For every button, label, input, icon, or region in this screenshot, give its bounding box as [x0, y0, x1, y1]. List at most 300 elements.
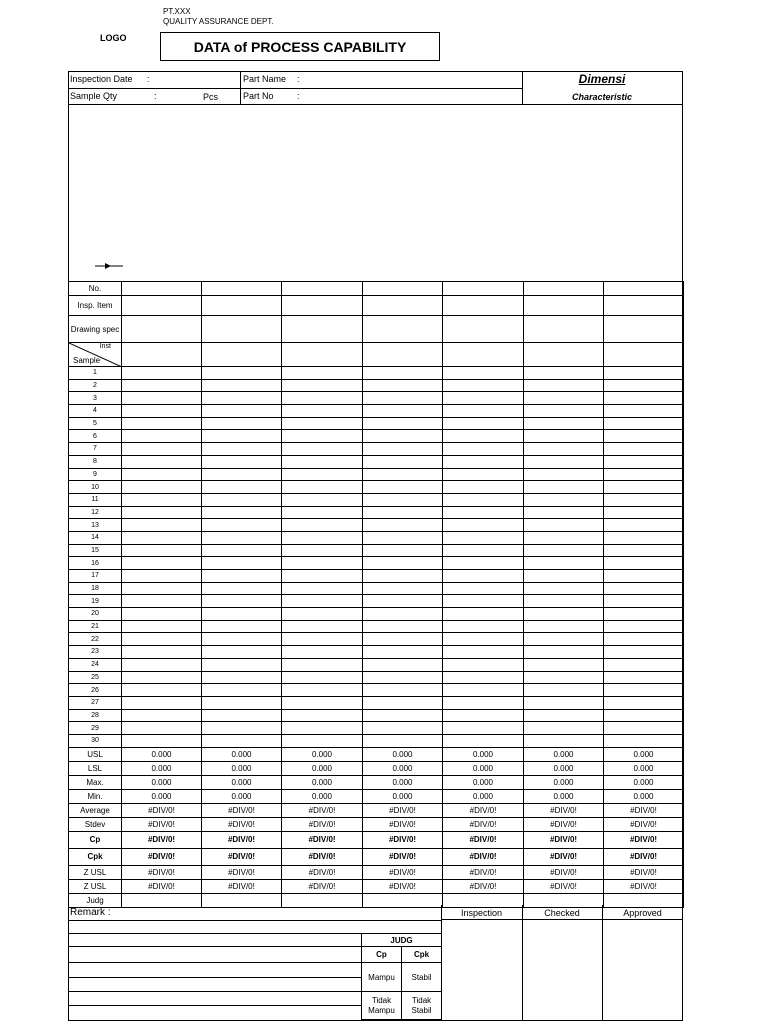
data-cell[interactable] [282, 296, 363, 316]
colon: : [297, 74, 300, 84]
data-cell[interactable] [524, 722, 604, 735]
data-cell[interactable] [604, 343, 684, 367]
data-cell[interactable] [524, 595, 604, 608]
data-cell[interactable] [202, 417, 282, 430]
sample-number: 16 [69, 557, 122, 570]
data-cell[interactable] [524, 608, 604, 621]
stat-value: 0.000 [122, 789, 202, 803]
data-cell[interactable] [604, 684, 684, 697]
data-cell[interactable] [122, 633, 202, 646]
data-cell[interactable] [282, 531, 363, 544]
data-cell[interactable] [202, 519, 282, 532]
data-cell[interactable] [282, 506, 363, 519]
table-row [69, 481, 684, 494]
data-cell[interactable] [122, 557, 202, 570]
data-cell[interactable] [604, 722, 684, 735]
judg-cpk-header: Cpk [402, 947, 442, 963]
approval-divider [522, 905, 523, 1021]
judg-stabil: Stabil [402, 963, 442, 992]
data-cell[interactable] [443, 468, 524, 481]
stat-label: Max. [69, 775, 122, 789]
data-cell[interactable] [122, 595, 202, 608]
data-cell[interactable] [443, 595, 524, 608]
data-cell[interactable] [122, 392, 202, 405]
data-cell[interactable] [524, 405, 604, 418]
data-cell[interactable] [282, 608, 363, 621]
data-cell[interactable] [604, 658, 684, 671]
stat-value: #DIV/0! [122, 803, 202, 817]
data-cell[interactable] [443, 519, 524, 532]
data-cell[interactable] [363, 608, 443, 621]
data-cell[interactable] [363, 493, 443, 506]
stat-value: #DIV/0! [363, 817, 443, 831]
data-cell[interactable] [524, 684, 604, 697]
data-cell[interactable] [604, 430, 684, 443]
data-cell[interactable] [202, 343, 282, 367]
data-cell[interactable] [443, 734, 524, 747]
stat-value: 0.000 [363, 775, 443, 789]
stat-value: #DIV/0! [282, 803, 363, 817]
data-cell[interactable] [524, 570, 604, 583]
data-cell[interactable] [282, 282, 363, 296]
data-cell[interactable] [122, 620, 202, 633]
table-row [69, 608, 684, 621]
sample-number: 10 [69, 481, 122, 494]
data-cell[interactable] [604, 481, 684, 494]
data-cell[interactable] [122, 531, 202, 544]
data-cell[interactable] [604, 544, 684, 557]
data-cell[interactable] [122, 684, 202, 697]
sample-qty-label: Sample Qty [70, 91, 118, 101]
data-cell[interactable] [443, 493, 524, 506]
data-cell[interactable] [202, 709, 282, 722]
data-cell[interactable] [443, 405, 524, 418]
data-cell[interactable] [443, 343, 524, 367]
data-cell[interactable] [524, 455, 604, 468]
data-cell[interactable] [122, 570, 202, 583]
stat-value: 0.000 [122, 747, 202, 761]
data-cell[interactable] [202, 570, 282, 583]
data-cell[interactable] [122, 481, 202, 494]
data-cell[interactable] [524, 468, 604, 481]
data-cell[interactable] [443, 684, 524, 697]
data-cell[interactable] [363, 282, 443, 296]
data-cell[interactable] [363, 430, 443, 443]
data-cell[interactable] [282, 582, 363, 595]
data-cell[interactable] [524, 671, 604, 684]
data-cell[interactable] [604, 734, 684, 747]
sample-number: 20 [69, 608, 122, 621]
data-cell[interactable] [524, 658, 604, 671]
data-cell[interactable] [282, 481, 363, 494]
data-cell[interactable] [363, 519, 443, 532]
data-cell[interactable] [604, 620, 684, 633]
data-cell[interactable] [524, 696, 604, 709]
stat-value: 0.000 [524, 775, 604, 789]
sample-number: 29 [69, 722, 122, 735]
company-header [163, 7, 274, 27]
data-cell[interactable] [282, 671, 363, 684]
data-cell[interactable] [524, 392, 604, 405]
company-name: PT.XXX [163, 7, 191, 16]
data-cell[interactable] [122, 493, 202, 506]
data-cell[interactable] [604, 282, 684, 296]
data-cell[interactable] [282, 595, 363, 608]
table-row [69, 658, 684, 671]
data-cell[interactable] [604, 646, 684, 659]
data-cell[interactable] [122, 316, 202, 343]
data-cell[interactable] [202, 722, 282, 735]
data-cell[interactable] [524, 443, 604, 456]
data-cell[interactable] [363, 582, 443, 595]
data-cell[interactable] [363, 646, 443, 659]
table-row [69, 761, 684, 775]
data-cell[interactable] [122, 608, 202, 621]
data-cell[interactable] [202, 405, 282, 418]
data-cell[interactable] [363, 443, 443, 456]
data-cell[interactable] [443, 531, 524, 544]
data-cell[interactable] [202, 316, 282, 343]
data-cell[interactable] [524, 367, 604, 380]
data-cell[interactable] [122, 443, 202, 456]
data-cell[interactable] [524, 481, 604, 494]
judg-cp-header: Cp [362, 947, 402, 963]
data-cell[interactable] [282, 734, 363, 747]
arrow-icon [95, 257, 125, 265]
data-cell[interactable] [604, 519, 684, 532]
data-cell[interactable] [443, 430, 524, 443]
data-cell[interactable] [524, 544, 604, 557]
data-cell[interactable] [363, 392, 443, 405]
stat-value: #DIV/0! [282, 879, 363, 893]
dimensi-label: Dimensi [578, 72, 626, 86]
data-cell[interactable] [202, 443, 282, 456]
data-cell[interactable] [363, 709, 443, 722]
data-cell[interactable] [604, 405, 684, 418]
data-cell[interactable] [202, 392, 282, 405]
data-cell[interactable] [202, 620, 282, 633]
data-cell[interactable] [122, 734, 202, 747]
data-cell[interactable] [443, 620, 524, 633]
data-cell[interactable] [202, 684, 282, 697]
data-cell[interactable] [604, 443, 684, 456]
data-cell[interactable] [202, 658, 282, 671]
stat-value: #DIV/0! [202, 803, 282, 817]
data-cell[interactable] [604, 379, 684, 392]
data-cell[interactable] [122, 696, 202, 709]
data-cell[interactable] [282, 696, 363, 709]
data-cell[interactable] [202, 544, 282, 557]
inspection-label: Inspection [460, 908, 503, 918]
data-cell[interactable] [122, 343, 202, 367]
info-divider [68, 88, 522, 89]
data-cell[interactable] [282, 455, 363, 468]
stat-value [282, 893, 363, 907]
data-cell[interactable] [363, 468, 443, 481]
data-cell[interactable] [363, 620, 443, 633]
table-row [69, 865, 684, 879]
data-cell[interactable] [122, 506, 202, 519]
data-cell[interactable] [604, 506, 684, 519]
stat-value: 0.000 [443, 789, 524, 803]
data-cell[interactable] [122, 468, 202, 481]
data-cell[interactable] [122, 709, 202, 722]
data-cell[interactable] [282, 557, 363, 570]
data-cell[interactable] [604, 493, 684, 506]
table-row [69, 468, 684, 481]
judg-mampu: Mampu [362, 963, 402, 992]
data-cell[interactable] [363, 343, 443, 367]
stat-label: Average [69, 803, 122, 817]
data-cell[interactable] [443, 658, 524, 671]
data-cell[interactable] [443, 296, 524, 316]
data-cell[interactable] [122, 430, 202, 443]
sample-number: 15 [69, 544, 122, 557]
data-cell[interactable] [363, 405, 443, 418]
data-cell[interactable] [443, 455, 524, 468]
stat-value: #DIV/0! [524, 817, 604, 831]
data-cell[interactable] [202, 646, 282, 659]
data-cell[interactable] [122, 296, 202, 316]
data-cell[interactable] [524, 316, 604, 343]
data-cell[interactable] [604, 468, 684, 481]
data-cell[interactable] [443, 582, 524, 595]
data-cell[interactable] [122, 519, 202, 532]
data-cell[interactable] [604, 633, 684, 646]
drawing-spec-label: Drawing spec [69, 316, 122, 343]
remark-line [68, 977, 361, 978]
data-cell[interactable] [122, 544, 202, 557]
data-cell[interactable] [282, 684, 363, 697]
data-cell[interactable] [524, 282, 604, 296]
data-cell[interactable] [604, 570, 684, 583]
data-cell[interactable] [202, 282, 282, 296]
data-cell[interactable] [524, 296, 604, 316]
data-cell[interactable] [363, 379, 443, 392]
data-cell[interactable] [122, 722, 202, 735]
data-cell[interactable] [202, 506, 282, 519]
data-cell[interactable] [443, 544, 524, 557]
data-cell[interactable] [282, 493, 363, 506]
data-cell[interactable] [202, 557, 282, 570]
data-cell[interactable] [122, 379, 202, 392]
table-row [69, 831, 684, 848]
data-cell[interactable] [202, 633, 282, 646]
data-cell[interactable] [202, 468, 282, 481]
data-cell[interactable] [443, 506, 524, 519]
data-cell[interactable] [443, 646, 524, 659]
data-cell[interactable] [604, 417, 684, 430]
data-cell[interactable] [443, 722, 524, 735]
data-cell[interactable] [202, 379, 282, 392]
data-cell[interactable] [282, 633, 363, 646]
data-cell[interactable] [604, 671, 684, 684]
data-cell[interactable] [122, 658, 202, 671]
data-cell[interactable] [202, 696, 282, 709]
data-cell[interactable] [202, 595, 282, 608]
data-cell[interactable] [202, 608, 282, 621]
data-cell[interactable] [524, 646, 604, 659]
data-cell[interactable] [122, 405, 202, 418]
data-cell[interactable] [604, 582, 684, 595]
data-cell[interactable] [282, 343, 363, 367]
data-cell[interactable] [524, 734, 604, 747]
stat-label: Stdev [69, 817, 122, 831]
data-cell[interactable] [122, 582, 202, 595]
data-cell[interactable] [443, 570, 524, 583]
data-cell[interactable] [524, 709, 604, 722]
data-cell[interactable] [604, 709, 684, 722]
data-cell[interactable] [282, 722, 363, 735]
table-row [69, 696, 684, 709]
data-grid [68, 281, 684, 908]
data-cell[interactable] [604, 296, 684, 316]
data-cell[interactable] [443, 443, 524, 456]
data-cell[interactable] [363, 671, 443, 684]
no-label: No. [69, 282, 122, 296]
sample-number: 30 [69, 734, 122, 747]
data-cell[interactable] [524, 531, 604, 544]
data-cell[interactable] [282, 367, 363, 380]
data-cell[interactable] [363, 570, 443, 583]
data-cell[interactable] [524, 379, 604, 392]
data-cell[interactable] [363, 696, 443, 709]
data-cell[interactable] [202, 296, 282, 316]
data-cell[interactable] [524, 430, 604, 443]
data-cell[interactable] [443, 379, 524, 392]
data-cell[interactable] [122, 367, 202, 380]
data-cell[interactable] [282, 379, 363, 392]
data-cell[interactable] [363, 722, 443, 735]
data-cell[interactable] [363, 367, 443, 380]
data-cell[interactable] [202, 734, 282, 747]
stat-value: #DIV/0! [443, 879, 524, 893]
data-cell[interactable] [363, 296, 443, 316]
data-cell[interactable] [363, 595, 443, 608]
data-cell[interactable] [524, 633, 604, 646]
data-cell[interactable] [604, 595, 684, 608]
data-cell[interactable] [363, 684, 443, 697]
table-row [69, 747, 684, 761]
data-cell[interactable] [282, 405, 363, 418]
data-cell[interactable] [282, 392, 363, 405]
data-cell[interactable] [443, 316, 524, 343]
data-cell[interactable] [363, 557, 443, 570]
table-row [69, 722, 684, 735]
data-cell[interactable] [202, 493, 282, 506]
table-row [69, 296, 684, 316]
data-cell[interactable] [363, 481, 443, 494]
data-cell[interactable] [524, 417, 604, 430]
data-cell[interactable] [202, 367, 282, 380]
data-cell[interactable] [604, 367, 684, 380]
data-cell[interactable] [524, 620, 604, 633]
data-cell[interactable] [363, 734, 443, 747]
sample-label: Sample [73, 356, 101, 365]
data-cell[interactable] [282, 658, 363, 671]
data-cell[interactable] [282, 620, 363, 633]
data-cell[interactable] [524, 506, 604, 519]
data-cell[interactable] [604, 531, 684, 544]
data-cell[interactable] [524, 519, 604, 532]
data-cell[interactable] [282, 519, 363, 532]
data-cell[interactable] [282, 430, 363, 443]
data-cell[interactable] [604, 696, 684, 709]
data-cell[interactable] [443, 557, 524, 570]
sample-number: 14 [69, 531, 122, 544]
data-cell[interactable] [282, 417, 363, 430]
data-cell[interactable] [363, 417, 443, 430]
data-cell[interactable] [604, 392, 684, 405]
data-cell[interactable] [282, 709, 363, 722]
data-cell[interactable] [524, 343, 604, 367]
data-cell[interactable] [443, 481, 524, 494]
data-cell[interactable] [282, 570, 363, 583]
data-cell[interactable] [363, 658, 443, 671]
data-cell[interactable] [443, 633, 524, 646]
data-cell[interactable] [122, 282, 202, 296]
data-cell[interactable] [363, 506, 443, 519]
data-cell[interactable] [282, 646, 363, 659]
data-cell[interactable] [122, 646, 202, 659]
stat-value: #DIV/0! [524, 865, 604, 879]
data-cell[interactable] [363, 544, 443, 557]
data-cell[interactable] [122, 671, 202, 684]
data-cell[interactable] [363, 316, 443, 343]
data-cell[interactable] [202, 671, 282, 684]
data-cell[interactable] [202, 430, 282, 443]
stat-value: #DIV/0! [604, 879, 684, 893]
remark-line [68, 1005, 361, 1006]
data-cell[interactable] [282, 544, 363, 557]
data-cell[interactable] [524, 493, 604, 506]
data-cell[interactable] [443, 367, 524, 380]
data-cell[interactable] [122, 455, 202, 468]
data-cell[interactable] [443, 696, 524, 709]
stat-value [604, 893, 684, 907]
table-row [69, 684, 684, 697]
sample-number: 11 [69, 493, 122, 506]
data-cell[interactable] [202, 582, 282, 595]
data-cell[interactable] [363, 455, 443, 468]
data-cell[interactable] [202, 455, 282, 468]
data-cell[interactable] [363, 633, 443, 646]
data-cell[interactable] [443, 392, 524, 405]
data-cell[interactable] [604, 316, 684, 343]
table-row [69, 417, 684, 430]
data-cell[interactable] [443, 671, 524, 684]
data-cell[interactable] [443, 282, 524, 296]
stat-value: #DIV/0! [282, 848, 363, 865]
data-cell[interactable] [443, 417, 524, 430]
data-cell[interactable] [524, 557, 604, 570]
stat-value: #DIV/0! [443, 848, 524, 865]
data-cell[interactable] [604, 455, 684, 468]
data-cell[interactable] [202, 531, 282, 544]
data-cell[interactable] [443, 709, 524, 722]
data-cell[interactable] [363, 531, 443, 544]
data-cell[interactable] [122, 417, 202, 430]
data-cell[interactable] [604, 608, 684, 621]
data-cell[interactable] [524, 582, 604, 595]
stat-value: 0.000 [443, 747, 524, 761]
data-cell[interactable] [282, 443, 363, 456]
data-cell[interactable] [202, 481, 282, 494]
data-cell[interactable] [604, 557, 684, 570]
data-cell[interactable] [282, 316, 363, 343]
data-cell[interactable] [443, 608, 524, 621]
data-cell[interactable] [282, 468, 363, 481]
